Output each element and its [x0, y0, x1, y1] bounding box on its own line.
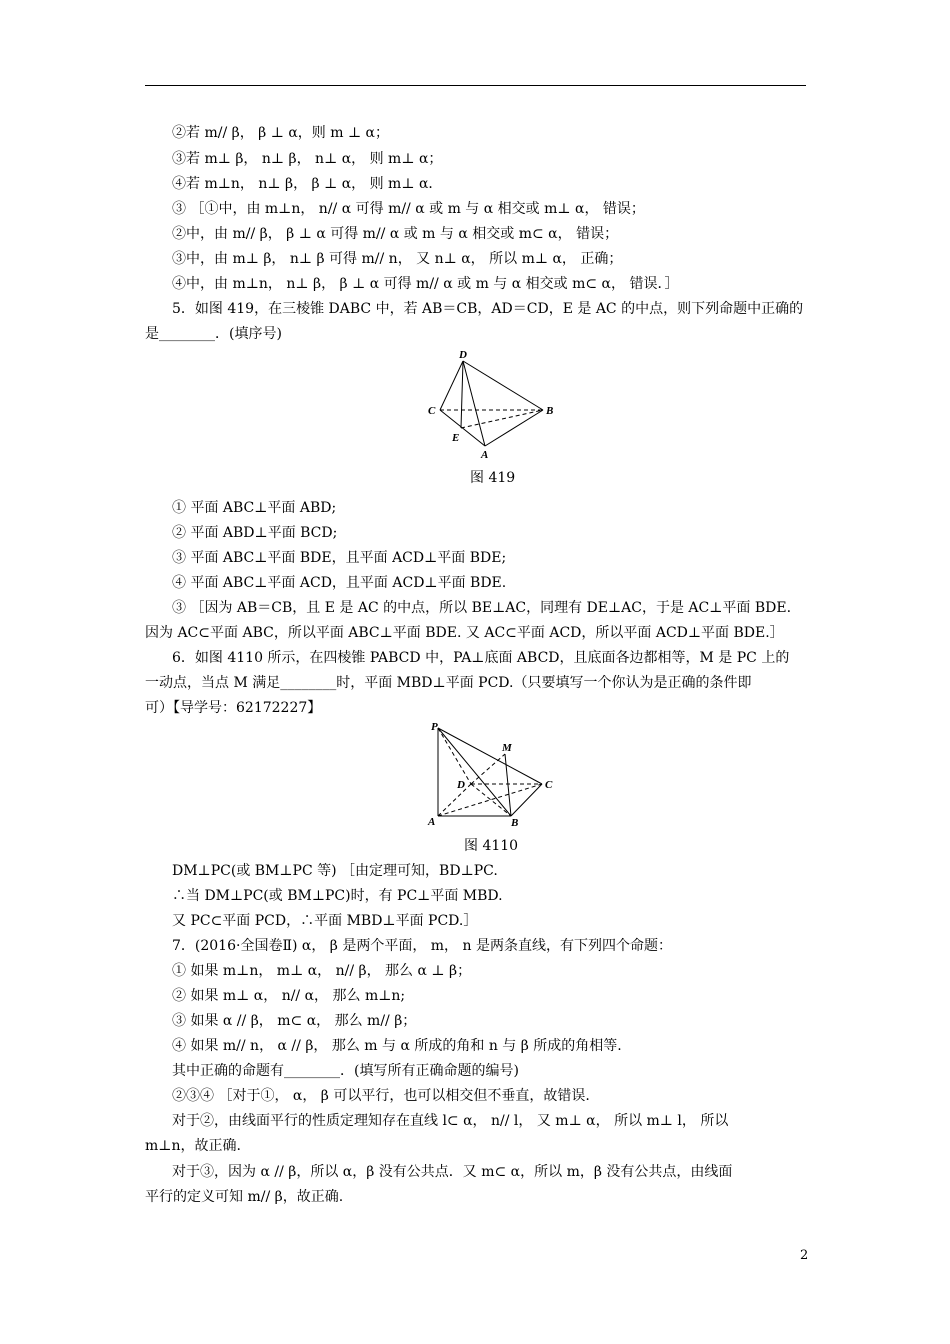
figure-4110: [425, 718, 565, 830]
text-line: 一动点，当点 M 满足________时，平面 MBD⊥平面 PCD.（只要填写一个你认为是正确的条件即: [145, 675, 752, 691]
text-line: ③若 m⊥ β， n⊥ β， n⊥ α， 则 m⊥ α；: [172, 151, 443, 167]
answer-line: DM⊥PC(或 BM⊥PC 等) ［由定理可知，BD⊥PC.: [172, 863, 498, 879]
option-line: ① 如果 m⊥n， m⊥ α， n// β， 那么 α ⊥ β；: [172, 963, 472, 979]
label-E: E: [452, 432, 460, 444]
header-rule: [145, 85, 806, 86]
text-line: m⊥n，故正确.: [145, 1138, 241, 1154]
text-line: 其中正确的命题有________．(填写所有正确命题的编号): [172, 1063, 519, 1079]
edge-PC: [438, 728, 542, 784]
label-P: P: [431, 721, 438, 733]
figure-4110-caption: 图 4110: [464, 838, 519, 854]
option-line: ③ 如果 α // β， m⊂ α， 那么 m// β；: [172, 1013, 417, 1029]
label-C: C: [545, 779, 553, 791]
edge-MB: [505, 754, 511, 816]
edge-PB: [438, 728, 511, 816]
answer-line: ③ ［因为 AB＝CB，且 E 是 AC 的中点，所以 BE⊥AC，同理有 DE⊥AC，于是 AC⊥平面 BDE.: [172, 600, 792, 616]
text-line: 平行的定义可知 m// β，故正确.: [145, 1189, 344, 1205]
option-line: ③ 平面 ABC⊥平面 BDE，且平面 ACD⊥平面 BDE;: [172, 550, 507, 566]
answer-line: ③ ［①中，由 m⊥n， n// α 可得 m// α 或 m 与 α 相交或 m⊥ α， 错误；: [172, 201, 645, 217]
text-line: 对于②，由线面平行的性质定理知存在直线 l⊂ α， n// l， 又 m⊥ α， 所以 m⊥ l， 所以: [172, 1113, 729, 1129]
text-line: ②若 m// β， β ⊥ α，则 m ⊥ α；: [172, 125, 390, 141]
label-D: D: [457, 779, 465, 791]
label-D: D: [459, 349, 467, 361]
option-line: ② 如果 m⊥ α， n// α， 那么 m⊥n;: [172, 988, 406, 1004]
text-line: 可）【导学号：62172227】: [145, 700, 322, 716]
option-line: ④ 如果 m// n， α // β， 那么 m 与 α 所成的角和 n 与 β 所成的角相等.: [172, 1038, 622, 1054]
label-C: C: [428, 405, 436, 417]
text-line: ④中，由 m⊥n， n⊥ β， β ⊥ α 可得 m// α 或 m 与 α 相交或 m⊂ α， 错误．］: [172, 276, 679, 292]
edge-DE: [461, 361, 463, 428]
text-line: 是________．(填序号): [145, 326, 282, 342]
option-line: ④ 平面 ABC⊥平面 ACD，且平面 ACD⊥平面 BDE.: [172, 575, 507, 591]
edge-DB: [463, 361, 543, 410]
edge-DC: [440, 361, 463, 410]
label-M: M: [502, 742, 512, 754]
label-A: A: [428, 816, 436, 828]
figure-419-caption: 图 419: [470, 470, 516, 486]
edge-DM: [471, 754, 505, 784]
text-line: ④若 m⊥n， n⊥ β， β ⊥ α， 则 m⊥ α．: [172, 176, 443, 192]
question-6: 6．如图 4110 所示，在四棱锥 PABCD 中，PA⊥底面 ABCD，且底面各边都相等，M 是 PC 上的: [172, 650, 790, 666]
text-line: 因为 AC⊂平面 ABC，所以平面 ABC⊥平面 BDE. 又 AC⊂平面 ACD，所以平面 ACD⊥平面 BDE.］: [145, 625, 784, 641]
label-B: B: [511, 817, 519, 829]
figure-419: [418, 348, 564, 460]
question-7: 7．(2016·全国卷Ⅱ) α， β 是两个平面， m， n 是两条直线，有下列四个命题：: [172, 938, 672, 954]
edge-DA: [463, 361, 485, 446]
edge-DB: [471, 784, 511, 816]
page-number: 2: [800, 1248, 809, 1263]
label-B: B: [546, 405, 554, 417]
text-line: 对于③，因为 α // β，所以 α，β 没有公共点．又 m⊂ α，所以 m，β 没有公共点，由线面: [172, 1164, 733, 1180]
text-line: ②中，由 m// β， β ⊥ α 可得 m// α 或 m 与 α 相交或 m⊂ α， 错误；: [172, 226, 619, 242]
question-5: 5．如图 419，在三棱锥 DABC 中，若 AB＝CB，AD＝CD，E 是 AC 的中点，则下列命题中正确的: [172, 301, 804, 317]
text-line: 又 PC⊂平面 PCD，∴平面 MBD⊥平面 PCD.］: [172, 913, 478, 929]
text-line: ③中，由 m⊥ β， n⊥ β 可得 m// n， 又 n⊥ α， 所以 m⊥ α， 正确；: [172, 251, 623, 267]
answer-line: ②③④ ［对于①， α， β 可以平行，也可以相交但不垂直，故错误.: [172, 1088, 590, 1104]
option-line: ② 平面 ABD⊥平面 BCD;: [172, 525, 338, 541]
edge-BA: [485, 410, 543, 446]
option-line: ① 平面 ABC⊥平面 ABD;: [172, 500, 337, 516]
text-line: ∴当 DM⊥PC(或 BM⊥PC)时，有 PC⊥平面 MBD.: [172, 888, 503, 904]
edge-EB: [461, 410, 543, 428]
label-A: A: [481, 449, 489, 460]
